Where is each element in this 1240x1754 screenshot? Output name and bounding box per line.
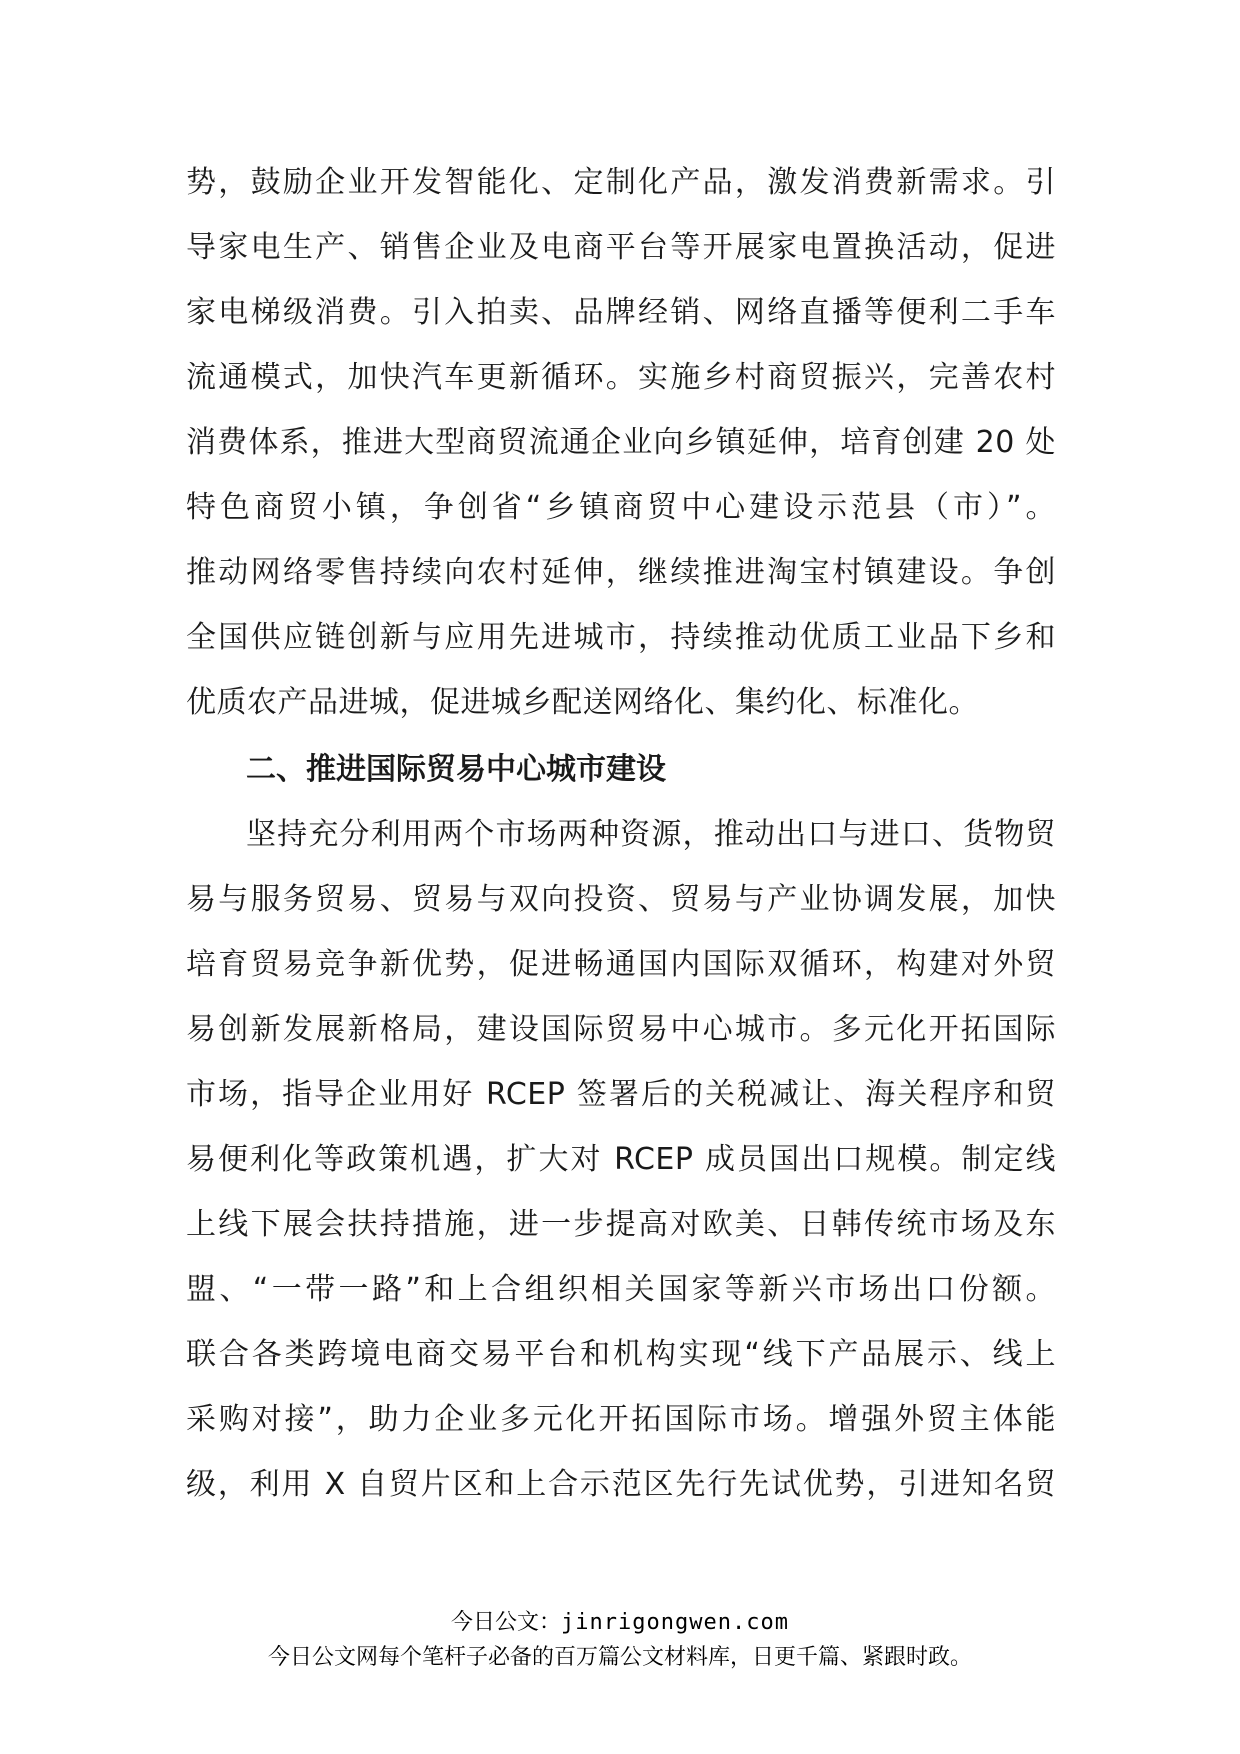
paragraph-2-line: 易便利化等政策机遇，扩大对 RCEP 成员国出口规模。制定线 [186, 1142, 1056, 1177]
footer-slogan: 今日公文网每个笔杆子必备的百万篇公文材料库，日更千篇、紧跟时政。 [267, 1645, 972, 1670]
paragraph-1-line: 全国供应链创新与应用先进城市，持续推动优质工业品下乡和 [186, 620, 1056, 655]
paragraph-1-line: 消费体系，推进大型商贸流通企业向乡镇延伸，培育创建 20 处 [186, 425, 1056, 460]
paragraph-2-line: 盟、“一带一路”和上合组织相关国家等新兴市场出口份额。 [186, 1272, 1056, 1307]
paragraph-1-line: 流通模式，加快汽车更新循环。实施乡村商贸振兴，完善农村 [186, 360, 1056, 395]
paragraph-2-line: 坚持充分利用两个市场两种资源，推动出口与进口、货物贸 [246, 817, 1056, 852]
paragraph-1-line: 优质农产品进城，促进城乡配送网络化、集约化、标准化。 [186, 685, 979, 720]
footer-site [0, 1608, 1240, 1638]
paragraph-1 [186, 150, 1056, 735]
paragraph-1-line: 势，鼓励企业开发智能化、定制化产品，激发消费新需求。引 [186, 165, 1056, 200]
paragraph-1-line: 推动网络零售持续向农村延伸，继续推进淘宝村镇建设。争创 [186, 555, 1056, 590]
document-body [186, 150, 1056, 1517]
paragraph-2-line: 联合各类跨境电商交易平台和机构实现“线下产品展示、线上 [186, 1337, 1056, 1372]
paragraph-2-line: 级，利用 X 自贸片区和上合示范区先行先试优势，引进知名贸 [186, 1467, 1056, 1502]
paragraph-2-line: 培育贸易竞争新优势，促进畅通国内国际双循环，构建对外贸 [186, 947, 1056, 982]
section-heading: 二、推进国际贸易中心城市建设 [246, 752, 666, 787]
paragraph-2-line: 易与服务贸易、贸易与双向投资、贸易与产业协调发展，加快 [186, 882, 1056, 917]
paragraph-2 [186, 802, 1056, 1517]
paragraph-1-line: 家电梯级消费。引入拍卖、品牌经销、网络直播等便利二手车 [186, 295, 1056, 330]
paragraph-1-line: 特色商贸小镇，争创省“乡镇商贸中心建设示范县（市）”。 [186, 490, 1056, 525]
footer-site-url[interactable]: jinrigongwen.com [561, 1610, 789, 1635]
paragraph-1-line: 导家电生产、销售企业及电商平台等开展家电置换活动，促进 [186, 230, 1056, 265]
paragraph-2-line: 易创新发展新格局，建设国际贸易中心城市。多元化开拓国际 [186, 1012, 1056, 1047]
paragraph-2-line: 市场，指导企业用好 RCEP 签署后的关税减让、海关程序和贸 [186, 1077, 1056, 1112]
paragraph-2-line: 上线下展会扶持措施，进一步提高对欧美、日韩传统市场及东 [186, 1207, 1056, 1242]
footer-site-label: 今日公文： [451, 1610, 562, 1635]
paragraph-2-line: 采购对接”，助力企业多元化开拓国际市场。增强外贸主体能 [186, 1402, 1056, 1437]
